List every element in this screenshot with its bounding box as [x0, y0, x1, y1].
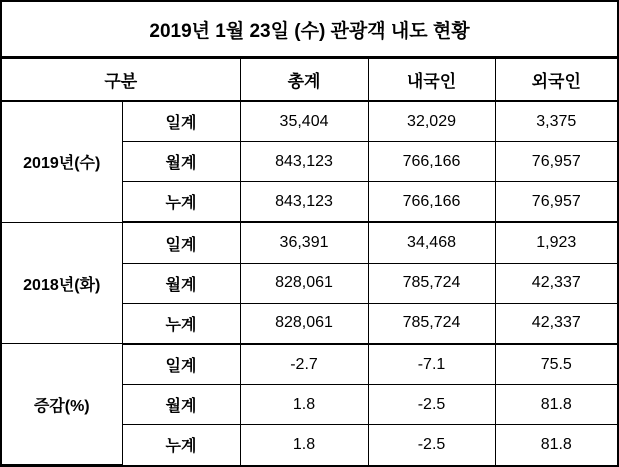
value-domestic: 34,468: [368, 222, 495, 263]
table-row: [2, 101, 617, 142]
column-header-total: 총계: [240, 59, 368, 102]
value-foreign: 42,337: [495, 303, 617, 344]
value-total: 843,123: [240, 182, 368, 223]
value-total: 35,404: [240, 101, 368, 142]
value-foreign: 75.5: [495, 344, 617, 385]
period-label: 누계: [122, 303, 240, 344]
column-header-domestic: 내국인: [368, 59, 495, 102]
group-label-2018: 2018년(화): [2, 222, 122, 343]
table-row: [2, 344, 617, 385]
value-domestic: -2.5: [368, 425, 495, 465]
value-total: 1.8: [240, 385, 368, 425]
value-total: 1.8: [240, 425, 368, 465]
group-label-2019: 2019년(수): [2, 101, 122, 222]
period-label: 월계: [122, 385, 240, 425]
value-total: 828,061: [240, 263, 368, 303]
period-label: 일계: [122, 222, 240, 263]
group-label-change: 증감(%): [2, 344, 122, 465]
period-label: 일계: [122, 101, 240, 142]
value-total: 36,391: [240, 222, 368, 263]
tourist-statistics-table: [2, 58, 617, 465]
column-header-foreign: 외국인: [495, 59, 617, 102]
value-domestic: 785,724: [368, 303, 495, 344]
value-foreign: 81.8: [495, 425, 617, 465]
table-row: [2, 222, 617, 263]
value-foreign: 3,375: [495, 101, 617, 142]
value-foreign: 1,923: [495, 222, 617, 263]
table-header: [2, 59, 617, 102]
value-foreign: 76,957: [495, 142, 617, 182]
value-domestic: 32,029: [368, 101, 495, 142]
value-domestic: 766,166: [368, 142, 495, 182]
value-domestic: -7.1: [368, 344, 495, 385]
value-foreign: 81.8: [495, 385, 617, 425]
title-row: [2, 2, 617, 58]
value-total: -2.7: [240, 344, 368, 385]
value-total: 843,123: [240, 142, 368, 182]
period-label: 월계: [122, 263, 240, 303]
period-label: 월계: [122, 142, 240, 182]
value-foreign: 76,957: [495, 182, 617, 223]
value-domestic: 785,724: [368, 263, 495, 303]
period-label: 일계: [122, 344, 240, 385]
page-title: 2019년 1월 23일 (수) 관광객 내도 현황: [149, 20, 470, 42]
value-foreign: 42,337: [495, 263, 617, 303]
period-label: 누계: [122, 182, 240, 223]
table-body: [2, 101, 617, 465]
column-header-category: 구분: [2, 59, 240, 102]
value-domestic: -2.5: [368, 385, 495, 425]
header-row: [2, 59, 617, 102]
period-label: 누계: [122, 425, 240, 465]
value-total: 828,061: [240, 303, 368, 344]
value-domestic: 766,166: [368, 182, 495, 223]
